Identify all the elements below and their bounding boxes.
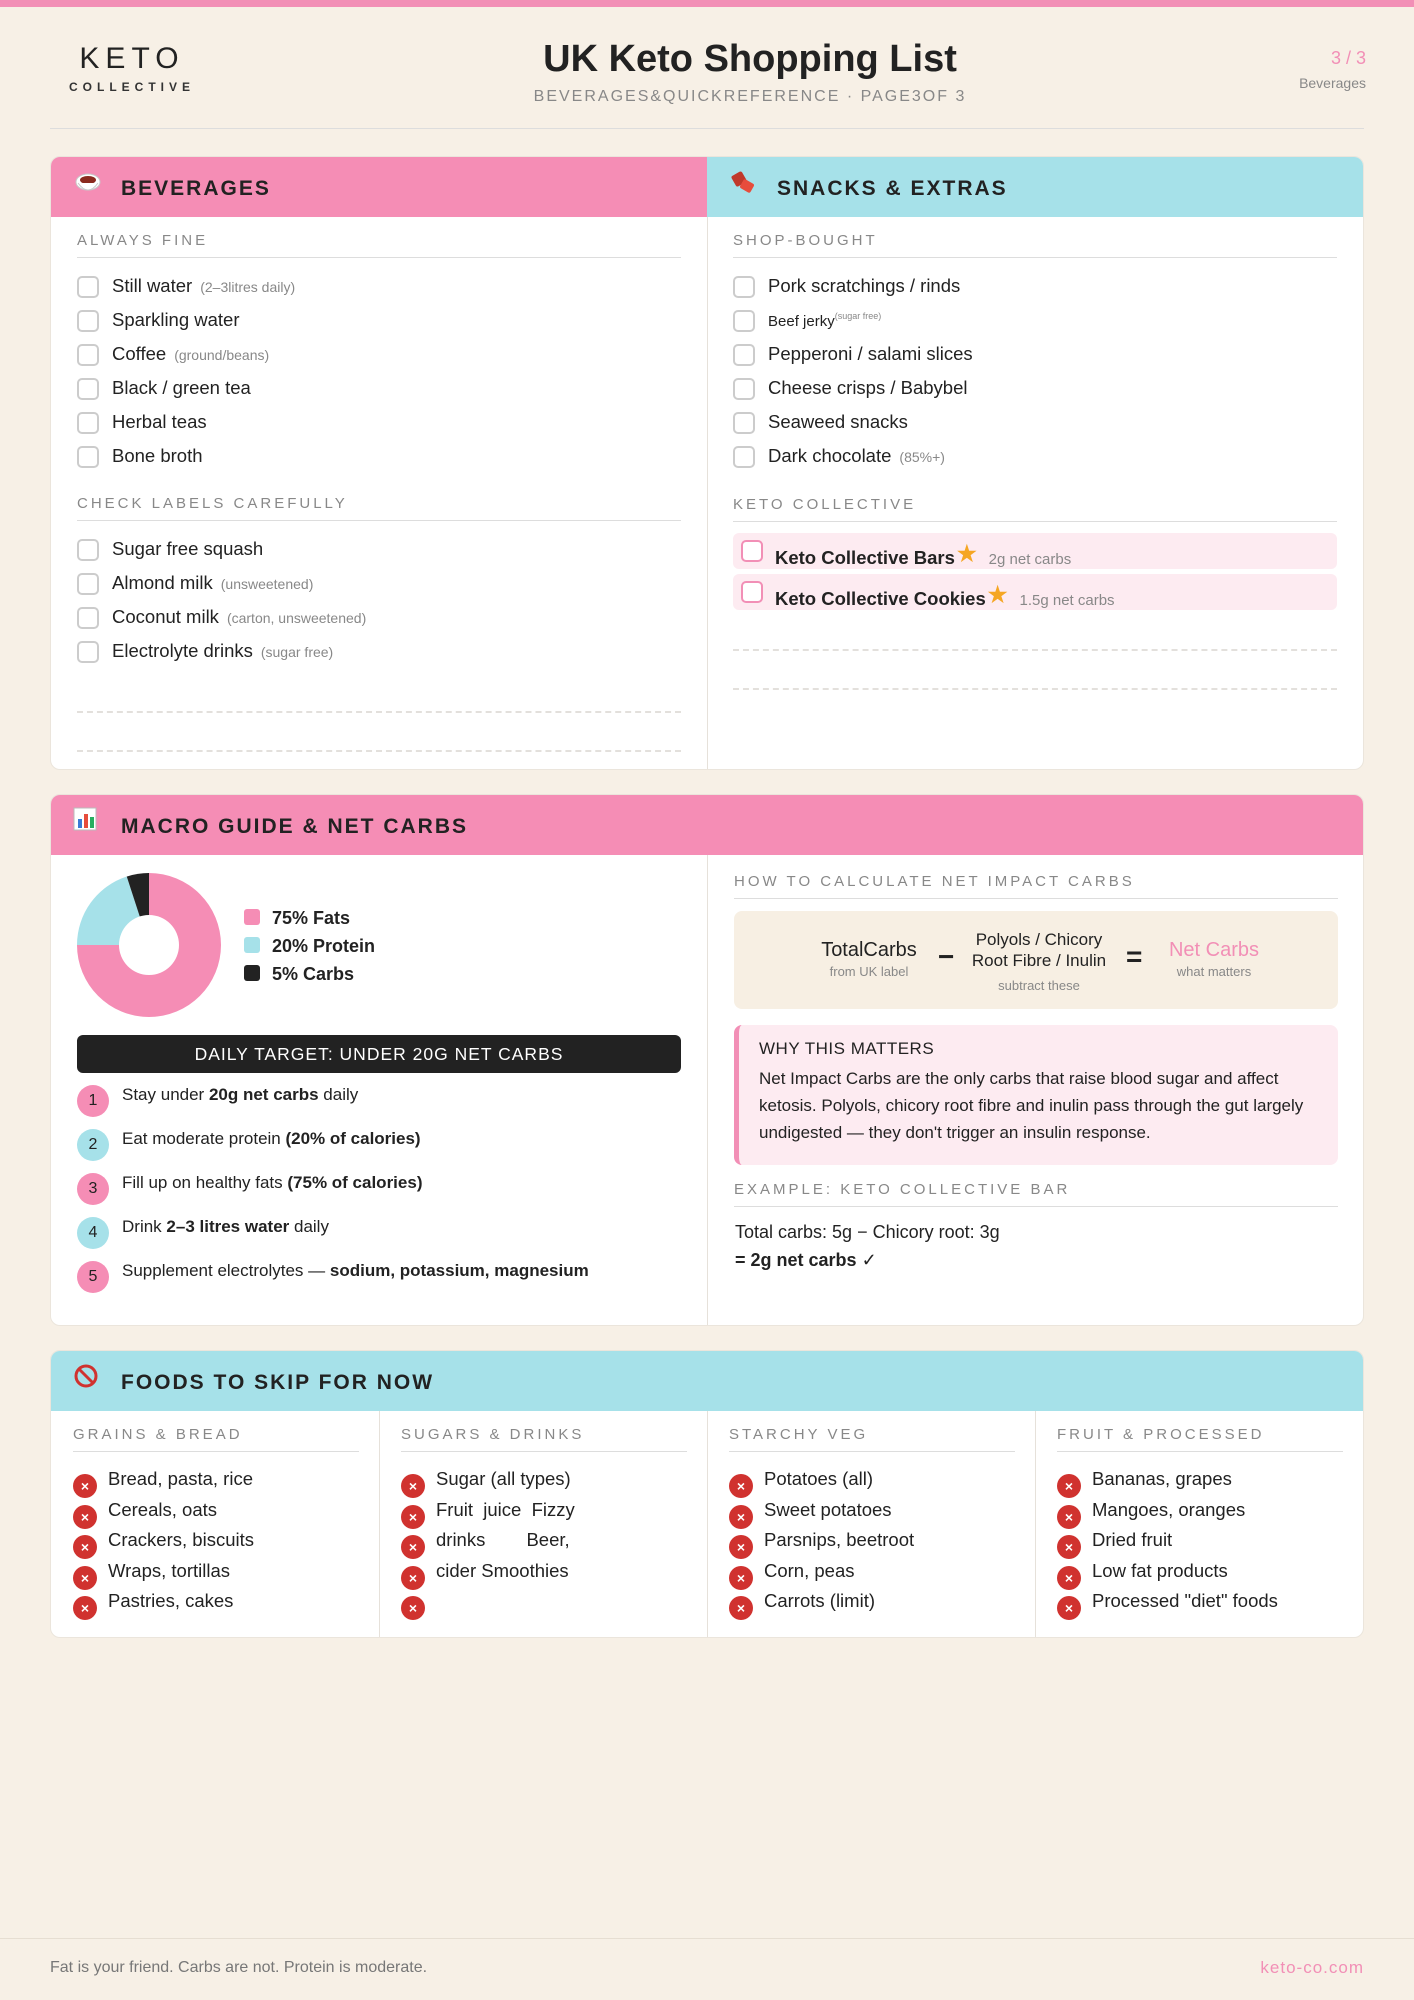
legend-swatch: [244, 965, 260, 981]
x-icon: ×: [729, 1505, 753, 1529]
skip-item: [401, 1499, 575, 1529]
legend-fats: [244, 908, 350, 929]
checklist-item[interactable]: [77, 411, 207, 434]
guide-step: [77, 1173, 422, 1205]
checkbox[interactable]: [741, 581, 763, 603]
why-body: Net Impact Carbs are the only carbs that raise blood sugar and affect ketosis. Polyols, chicory root fibre and inulin pass through the gut largely undigested — they don't trigger an insulin response.: [759, 1069, 1304, 1142]
checkbox[interactable]: [77, 412, 99, 434]
skip-item: [729, 1468, 873, 1498]
macro-pie-chart: [77, 873, 221, 1017]
skip-item-label: Cereals, oats: [108, 1498, 217, 1520]
skip-column-label: GRAINS & BREAD: [73, 1426, 359, 1452]
skip-item: [1057, 1590, 1278, 1620]
item-label: Pork scratchings / rinds: [768, 275, 961, 296]
skip-item: [73, 1499, 217, 1529]
x-icon: ×: [401, 1505, 425, 1529]
item-label: Pepperoni / salami slices: [768, 343, 973, 364]
x-icon: ×: [73, 1566, 97, 1590]
item-label: Black / green tea: [112, 377, 251, 398]
x-icon: ×: [1057, 1474, 1081, 1498]
page-label: Beverages: [1299, 75, 1366, 91]
check-icon: ✓: [861, 1250, 877, 1270]
minus-sign: −: [938, 941, 955, 972]
page-number: 3 / 3: [1330, 48, 1366, 68]
step-text-bold: 20g net carbs: [208, 1085, 319, 1104]
footer-tagline: Fat is your friend. Carbs are not. Protein is moderate.: [50, 1959, 428, 1976]
skip-title: FOODS TO SKIP FOR NOW: [121, 1371, 435, 1394]
x-icon: ×: [1057, 1505, 1081, 1529]
guide-step: [77, 1085, 358, 1117]
checkbox[interactable]: [741, 540, 763, 562]
skip-item-label: Wraps, tortillas: [108, 1559, 230, 1581]
subtract-line-1: Polyols / Chicory: [975, 930, 1103, 949]
write-in-line: [77, 711, 681, 713]
item-label: Sparkling water: [112, 309, 240, 330]
checklist-item[interactable]: [77, 275, 295, 298]
checklist-item[interactable]: [733, 377, 968, 400]
skip-item-label: Sugar (all types): [436, 1468, 571, 1489]
legend-label: 20% Protein: [272, 936, 376, 956]
checklist-item[interactable]: [77, 538, 263, 561]
skip-item: [73, 1560, 230, 1590]
checkbox[interactable]: [733, 378, 755, 400]
check-labels-label: CHECK LABELS CAREFULLY: [77, 495, 681, 521]
skip-item: [401, 1529, 570, 1559]
column-divider: [707, 855, 708, 1326]
candy-icon: [729, 169, 759, 199]
skip-item-label: Pastries, cakes: [108, 1590, 234, 1611]
net-carbs-note: 2g net carbs: [988, 551, 1072, 568]
page-title: UK Keto Shopping List: [543, 38, 957, 80]
item-note: (sugar free): [260, 644, 334, 660]
x-icon: ×: [1057, 1566, 1081, 1590]
checkbox[interactable]: [77, 310, 99, 332]
subtract-term: [964, 929, 1114, 996]
top-accent-bar: [0, 0, 1414, 7]
checklist-item[interactable]: [733, 411, 908, 434]
item-label: Seaweed snacks: [768, 411, 908, 432]
macro-card: [50, 794, 1364, 1326]
skip-item: [1057, 1468, 1232, 1498]
no-entry-icon: [73, 1363, 103, 1393]
item-name: Keto Collective Cookies: [775, 588, 986, 609]
skip-item: [401, 1560, 569, 1590]
x-icon: ×: [73, 1505, 97, 1529]
macro-title: MACRO GUIDE & NET CARBS: [121, 815, 469, 838]
legend-swatch: [244, 909, 260, 925]
subtract-sub: subtract these: [998, 978, 1080, 993]
skip-item-label: Mangoes, oranges: [1092, 1498, 1246, 1520]
step-text-pre: Drink: [122, 1217, 167, 1236]
skip-item-label: Parsnips, beetroot: [764, 1529, 915, 1550]
skip-item-label: Bread, pasta, rice: [108, 1468, 253, 1489]
item-label: Sugar free squash: [112, 538, 264, 559]
x-icon: ×: [401, 1474, 425, 1498]
logo-name: KETO: [79, 42, 185, 75]
step-text: [122, 1217, 329, 1236]
step-text-post: daily: [289, 1217, 329, 1236]
skip-item-label: Fruit juice Fizzy: [436, 1498, 575, 1520]
item-note: (ground/beans): [174, 347, 270, 363]
skip-item: [73, 1468, 253, 1498]
item-label: [775, 541, 1071, 569]
net-carbs-sub: what matters: [1176, 964, 1252, 979]
net-carbs-formula: [734, 911, 1338, 1009]
step-text-bold: sodium, potassium, magnesium: [329, 1261, 589, 1280]
skip-header: [51, 1351, 1364, 1411]
x-icon: ×: [401, 1566, 425, 1590]
item-label: Electrolyte drinks: [112, 640, 253, 661]
beverages-title: BEVERAGES: [121, 177, 271, 200]
legend-carbs: [244, 964, 354, 985]
checkbox[interactable]: [733, 310, 755, 332]
footer-divider: [0, 1938, 1414, 1939]
macro-header: [51, 795, 1364, 855]
step-number: 4: [77, 1217, 109, 1249]
step-text-bold: 2–3 litres water: [166, 1217, 290, 1236]
legend-label: 75% Fats: [272, 908, 351, 928]
skip-item: [401, 1590, 436, 1620]
item-label: Still water: [112, 275, 193, 296]
skip-column-label: SUGARS & DRINKS: [401, 1426, 687, 1452]
checkbox[interactable]: [77, 573, 99, 595]
item-label: [775, 582, 1115, 610]
x-icon: ×: [729, 1474, 753, 1498]
why-heading: WHY THIS MATTERS: [759, 1039, 935, 1058]
item-label: Coconut milk: [112, 606, 219, 627]
x-icon: ×: [729, 1596, 753, 1620]
write-in-line: [733, 649, 1337, 651]
keto-collective-item[interactable]: [733, 574, 1337, 610]
why-this-matters-box: [734, 1025, 1338, 1165]
x-icon: ×: [73, 1596, 97, 1620]
item-label: Herbal teas: [112, 411, 207, 432]
x-icon: ×: [729, 1566, 753, 1590]
item-note: (carton, unsweetened): [226, 610, 367, 626]
item-label: Almond milk: [112, 572, 213, 593]
x-icon: ×: [73, 1535, 97, 1559]
net-carbs-text: Net Carbs: [1168, 939, 1260, 961]
skip-item: [73, 1590, 233, 1620]
example-line-1: Total carbs: 5g − Chicory root: 3g: [735, 1222, 1000, 1242]
skip-column-label: FRUIT & PROCESSED: [1057, 1426, 1343, 1452]
keto-collective-item[interactable]: [733, 533, 1337, 569]
step-text-pre: Supplement electrolytes —: [122, 1261, 330, 1280]
checkbox[interactable]: [77, 607, 99, 629]
column-divider: [1035, 1411, 1036, 1638]
subtract-line-2: Root Fibre / Inulin: [971, 951, 1107, 970]
skip-card: [50, 1350, 1364, 1638]
x-icon: ×: [729, 1535, 753, 1559]
column-divider: [379, 1411, 380, 1638]
skip-item-label: Corn, peas: [764, 1559, 855, 1581]
write-in-line: [733, 688, 1337, 690]
step-text-pre: Stay under: [122, 1085, 209, 1104]
step-text-post: daily: [318, 1085, 359, 1104]
header-divider: [50, 128, 1364, 129]
item-label: Bone broth: [112, 445, 203, 466]
net-carbs-note: 1.5g net carbs: [1019, 592, 1115, 609]
logo-sub: COLLECTIVE: [68, 80, 195, 94]
item-label: Beef jerky: [768, 313, 835, 330]
checkbox[interactable]: [77, 641, 99, 663]
column-divider: [707, 1411, 708, 1638]
example-line-2: [735, 1250, 877, 1271]
example-result: = 2g net carbs: [735, 1250, 857, 1270]
beverages-header: [51, 157, 707, 217]
step-text: [122, 1261, 589, 1280]
page-subtitle: BEVERAGES&QUICKREFERENCE · PAGE3OF 3: [533, 88, 967, 105]
skip-item-label: Bananas, grapes: [1092, 1468, 1232, 1489]
equals-sign: =: [1126, 941, 1143, 972]
daily-target-banner: DAILY TARGET: UNDER 20G NET CARBS: [77, 1035, 681, 1073]
skip-item-label: cider Smoothies: [436, 1559, 569, 1581]
item-label: Cheese crisps / Babybel: [768, 377, 968, 398]
footer-site-link[interactable]: keto-co.com: [1260, 1958, 1364, 1977]
calc-label: HOW TO CALCULATE NET IMPACT CARBS: [734, 873, 1338, 899]
skip-item: [729, 1529, 914, 1559]
skip-item-label: Sweet potatoes: [764, 1498, 892, 1520]
item-name: Keto Collective Bars: [775, 547, 955, 568]
x-icon: ×: [401, 1535, 425, 1559]
item-note: (85%+): [899, 449, 945, 465]
step-text: [122, 1173, 422, 1192]
item-note: (sugar free): [834, 310, 882, 321]
total-carbs-sub: from UK label: [829, 964, 909, 979]
step-number: 1: [77, 1085, 109, 1117]
step-number: 5: [77, 1261, 109, 1293]
skip-item: [1057, 1560, 1228, 1590]
checkbox[interactable]: [733, 276, 755, 298]
checklist-item[interactable]: [733, 445, 945, 468]
checkbox[interactable]: [77, 446, 99, 468]
total-carbs-term: [814, 939, 924, 979]
skip-item-label: drinks Beer,: [436, 1529, 570, 1550]
write-in-line: [77, 750, 681, 752]
checklist-item[interactable]: [77, 640, 333, 663]
x-icon: ×: [1057, 1535, 1081, 1559]
skip-item-label: Potatoes (all): [764, 1468, 873, 1489]
skip-item-label: Low fat products: [1092, 1559, 1228, 1581]
keto-collective-label: KETO COLLECTIVE: [733, 496, 1337, 522]
legend-label: 5% Carbs: [272, 964, 355, 984]
step-number: 2: [77, 1129, 109, 1161]
skip-item: [729, 1499, 892, 1529]
checkbox[interactable]: [733, 412, 755, 434]
checkbox[interactable]: [733, 344, 755, 366]
star-icon: ★: [956, 541, 977, 566]
guide-step: [77, 1129, 421, 1161]
checkbox[interactable]: [77, 276, 99, 298]
beverages-snacks-card: [50, 156, 1364, 770]
star-icon: ★: [987, 582, 1008, 607]
skip-item: [729, 1590, 875, 1620]
checklist-item[interactable]: [77, 572, 313, 595]
skip-item: [1057, 1499, 1245, 1529]
checklist-item[interactable]: [77, 343, 269, 366]
step-text-bold: (75% of calories): [287, 1173, 423, 1192]
skip-item-label: Crackers, biscuits: [108, 1529, 254, 1550]
skip-item: [401, 1468, 571, 1498]
checklist-item[interactable]: [77, 445, 203, 468]
guide-step: [77, 1217, 329, 1249]
step-text: [122, 1129, 421, 1148]
checklist-item[interactable]: [77, 606, 366, 629]
skip-item: [1057, 1529, 1172, 1559]
step-text-bold: (20% of calories): [285, 1129, 421, 1148]
skip-item: [729, 1560, 855, 1590]
pie-hole: [119, 915, 179, 975]
skip-item: [73, 1529, 254, 1559]
skip-item-label: Processed "diet" foods: [1092, 1590, 1278, 1611]
step-number: 3: [77, 1173, 109, 1205]
always-fine-label: ALWAYS FINE: [77, 232, 681, 258]
step-text-pre: Fill up on healthy fats: [122, 1173, 288, 1192]
snacks-header: [707, 157, 1364, 217]
checklist-item[interactable]: [733, 343, 973, 366]
x-icon: ×: [73, 1474, 97, 1498]
column-divider: [707, 217, 708, 770]
step-text-pre: Eat moderate protein: [122, 1129, 286, 1148]
checklist-item[interactable]: [77, 377, 251, 400]
item-note: (unsweetened): [220, 576, 314, 592]
step-text: [122, 1085, 358, 1104]
skip-item-label: Dried fruit: [1092, 1529, 1173, 1550]
checkbox[interactable]: [77, 539, 99, 561]
legend-protein: [244, 936, 375, 957]
checkbox[interactable]: [733, 446, 755, 468]
guide-step: [77, 1261, 589, 1293]
item-label: Coffee: [112, 343, 167, 364]
item-label: Dark chocolate: [768, 445, 892, 466]
checkbox[interactable]: [77, 344, 99, 366]
example-label: EXAMPLE: KETO COLLECTIVE BAR: [734, 1181, 1338, 1207]
net-carbs-term: [1154, 939, 1274, 979]
shop-bought-label: SHOP-BOUGHT: [733, 232, 1337, 258]
legend-swatch: [244, 937, 260, 953]
checklist-item[interactable]: [77, 309, 240, 332]
checklist-item[interactable]: [733, 309, 881, 332]
total-carbs-text: TotalCarbs: [821, 939, 917, 961]
x-icon: ×: [401, 1596, 425, 1620]
checklist-item[interactable]: [733, 275, 960, 298]
item-note: (2–3litres daily): [200, 279, 296, 295]
x-icon: ×: [1057, 1596, 1081, 1620]
skip-item-label: Carrots (limit): [764, 1590, 875, 1611]
checkbox[interactable]: [77, 378, 99, 400]
bar-chart-icon: [73, 807, 103, 837]
cup-icon: [73, 169, 103, 199]
logo: [52, 42, 212, 94]
skip-column-label: STARCHY VEG: [729, 1426, 1015, 1452]
snacks-title: SNACKS & EXTRAS: [777, 177, 1008, 200]
